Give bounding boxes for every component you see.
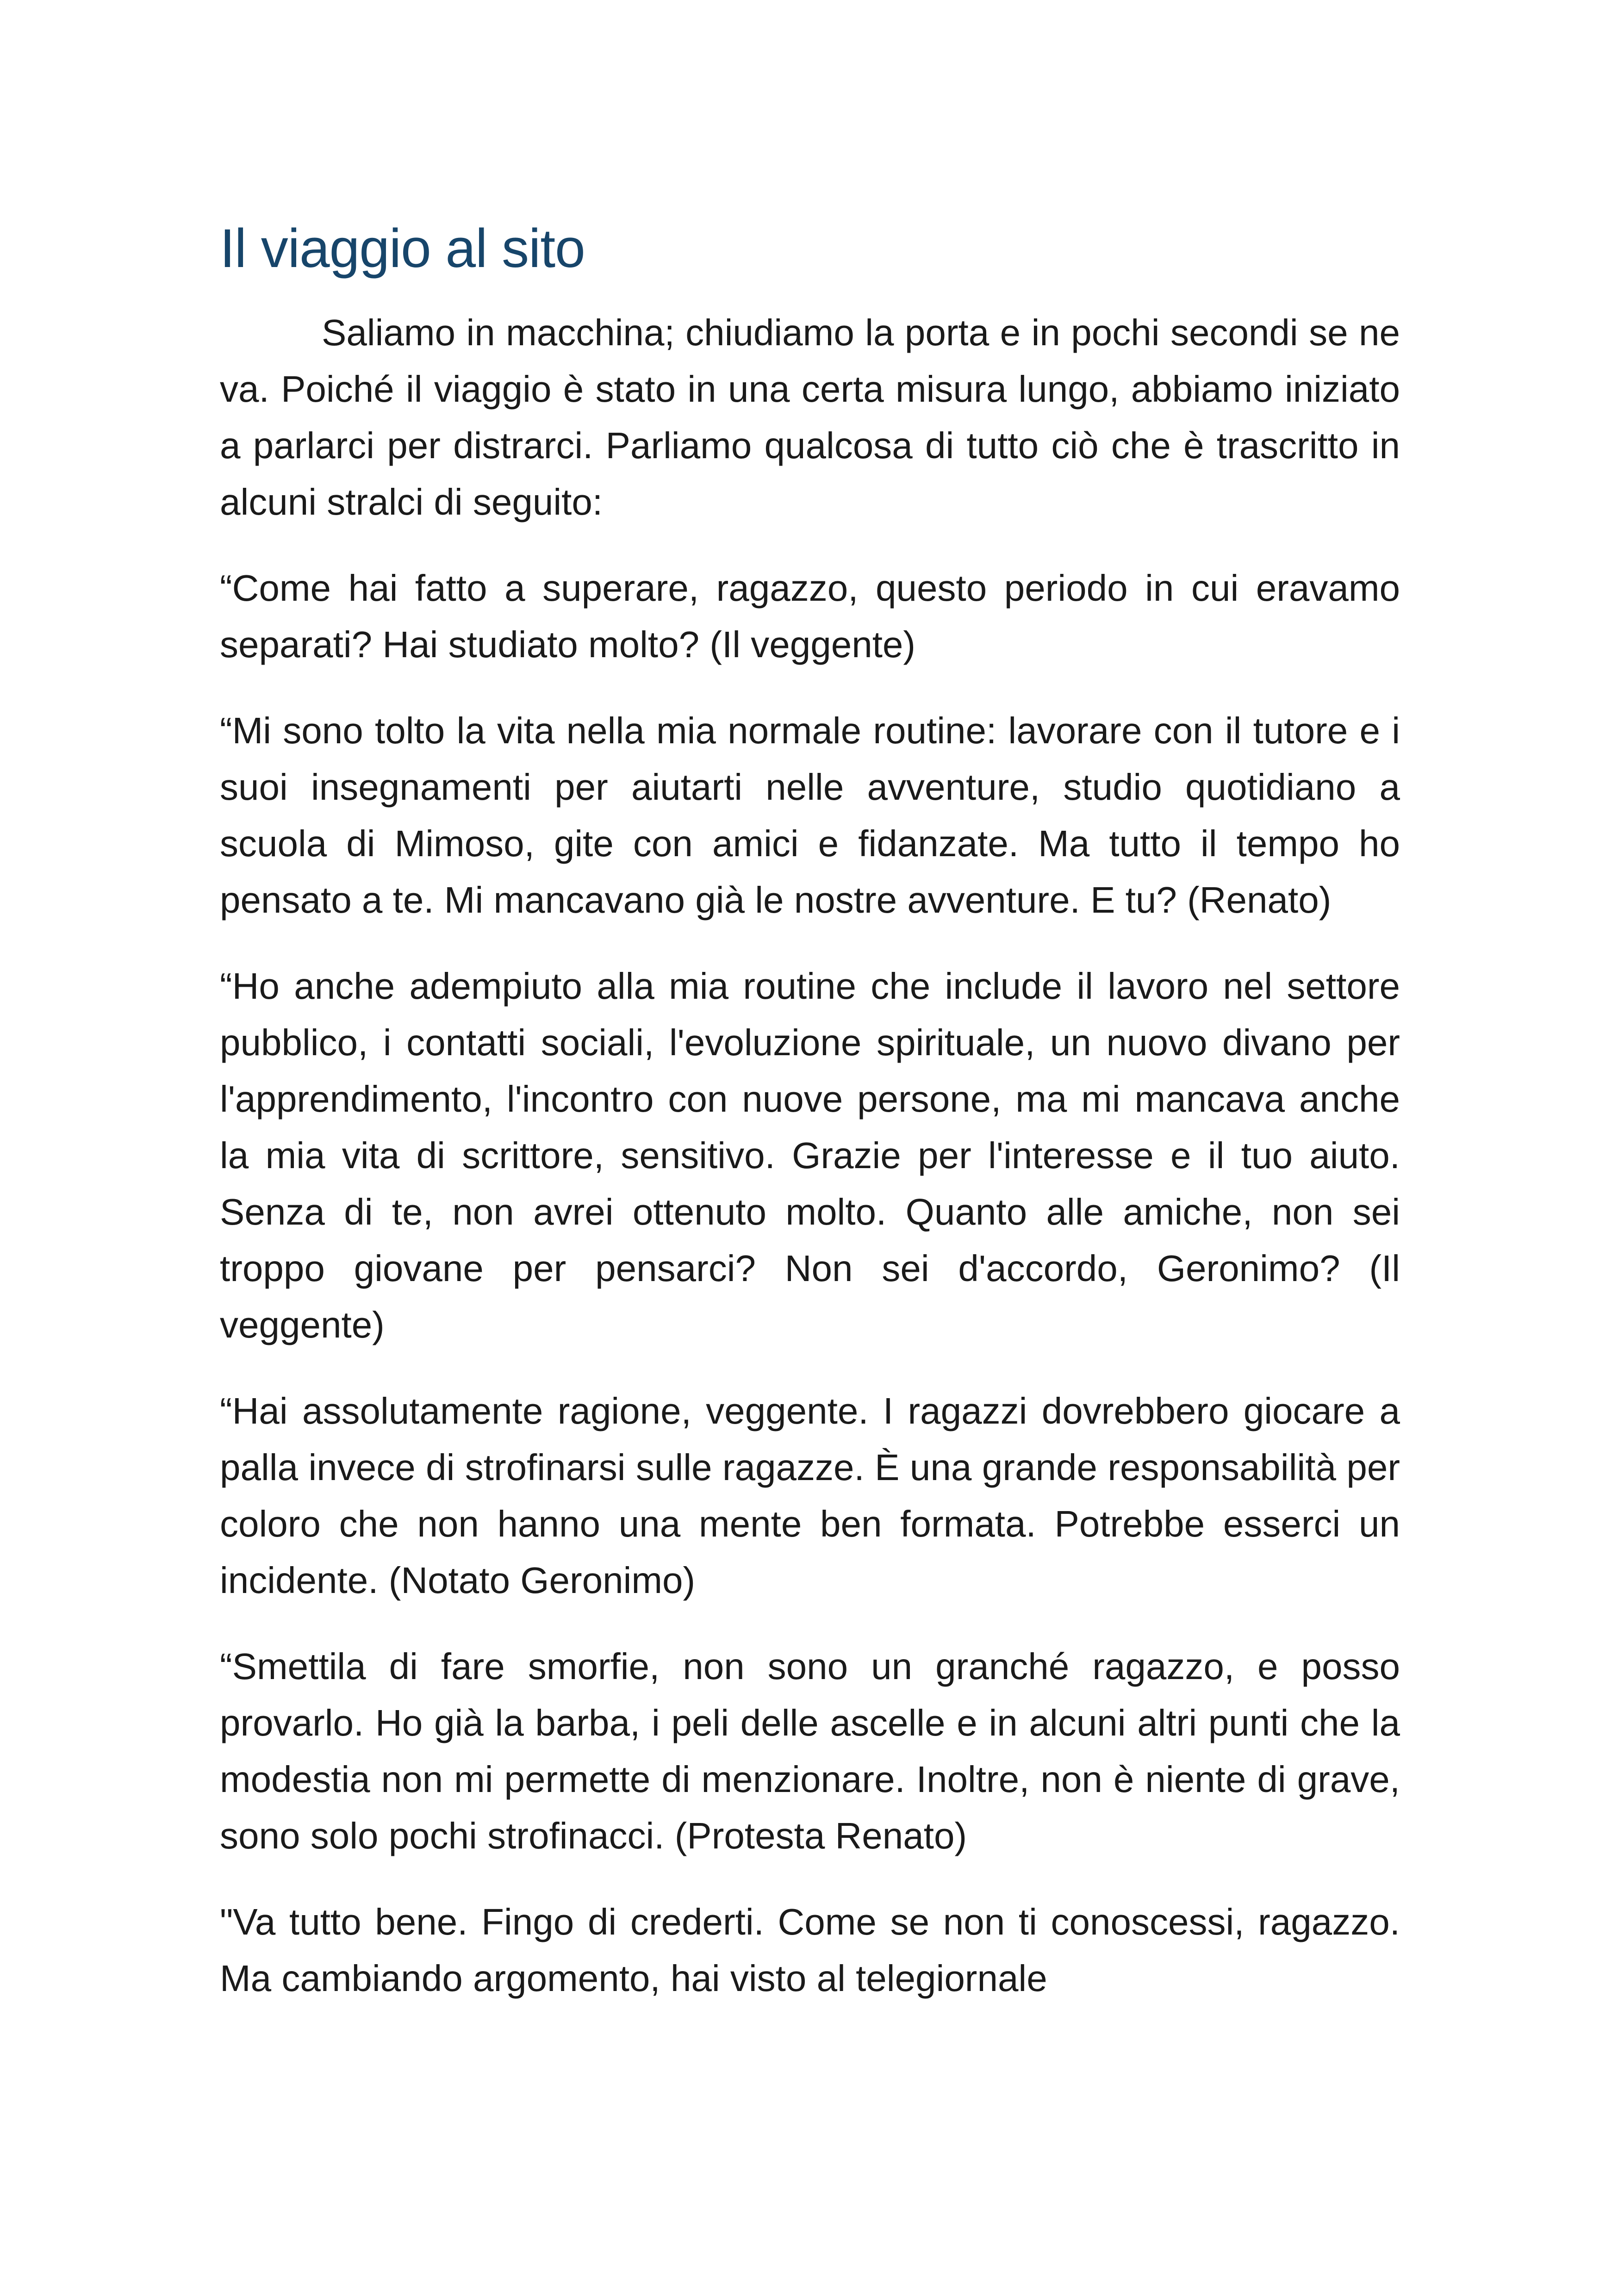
section-heading: Il viaggio al sito bbox=[220, 218, 585, 279]
paragraph-dialogue-1: “Come hai fatto a superare, ragazzo, questo periodo in cui eravamo separati? Hai studiato molto? (Il veggente) bbox=[220, 567, 1400, 665]
paragraph-dialogue-5: “Smettila di fare smorfie, non sono un granché ragazzo, e posso provarlo. Ho già la barba, i peli delle ascelle e in alcuni altri punti che la modestia non mi permette di menzionare. Inoltre, non è niente di grave, sono solo pochi strofinacci. (Protesta Renato) bbox=[220, 1645, 1400, 1856]
paragraph-dialogue-2: “Mi sono tolto la vita nella mia normale routine: lavorare con il tutore e i suoi insegnamenti per aiutarti nelle avventure, studio quotidiano a scuola di Mimoso, gite con amici e fidanzate. Ma tutto il tempo ho pensato a te. Mi mancavano già le nostre avventure. E tu? (Renato) bbox=[220, 709, 1400, 921]
paragraph-dialogue-3: “Ho anche adempiuto alla mia routine che include il lavoro nel settore pubblico, i contatti sociali, l'evoluzione spirituale, un nuovo divano per l'apprendimento, l'incontro con nuove persone, ma mi mancava anche la mia vita di scrittore, sensitivo. Grazie per l'interesse e il tuo aiuto. Senza di te, non avrei ottenuto molto. Quanto alle amiche, non sei troppo giovane per pensarci? Non sei d'accordo, Geronimo? (Il veggente) bbox=[220, 965, 1400, 1345]
paragraph-intro: Saliamo in macchina; chiudiamo la porta e in pochi secondi se ne va. Poiché il viaggio è stato in una certa misura lungo, abbiamo iniziato a parlarci per distrarci. Parliamo qualcosa di tutto ciò che è trascritto in alcuni stralci di seguito: bbox=[220, 311, 1400, 523]
document-body bbox=[220, 218, 1400, 2007]
paragraph-dialogue-6: "Va tutto bene. Fingo di crederti. Come se non ti conoscessi, ragazzo. Ma cambiando argomento, hai visto al telegiornale bbox=[220, 1901, 1400, 1999]
paragraph-dialogue-4: “Hai assolutamente ragione, veggente. I ragazzi dovrebbero giocare a palla invece di strofinarsi sulle ragazze. È una grande responsabilità per coloro che non hanno una mente ben formata. Potrebbe esserci un incidente. (Notato Geronimo) bbox=[220, 1390, 1400, 1601]
